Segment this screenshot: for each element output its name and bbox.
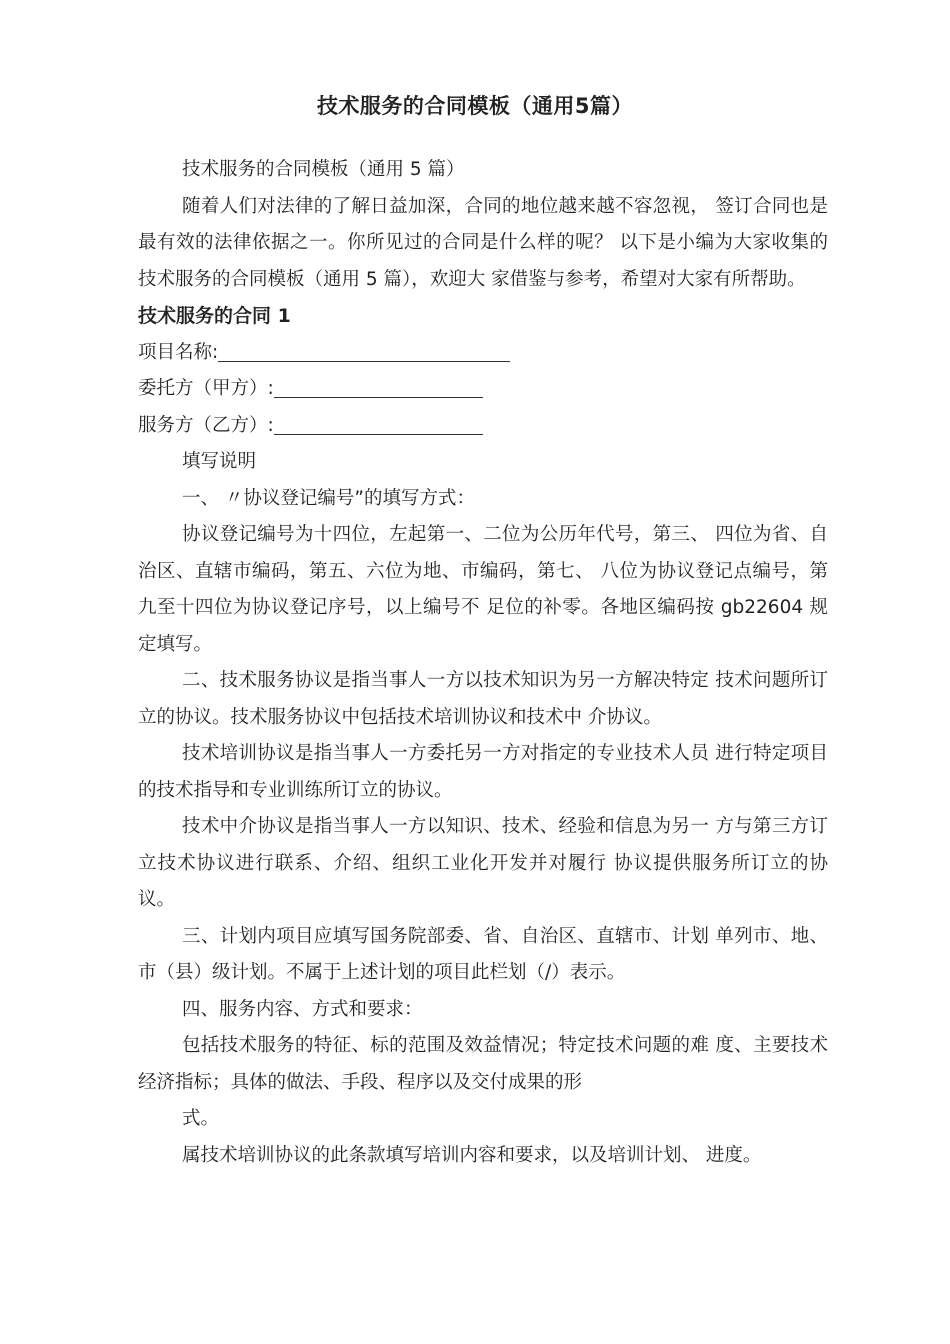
item1-paragraph: 协议登记编号为十四位，左起第一、二位为公历年代号，第三、 四位为省、自治区、直辖市编码，第五、六位为地、市编码，第七、 八位为协议登记点编号，第九至十四位为协议登记序号，以上编号不 足位的补零。各地区编码按 gb22604 规定填写。 [138, 524, 828, 655]
item4-paragraph [138, 1028, 828, 1138]
item4-paragraph-part1: 包括技术服务的特征、标的范围及效益情况；特定技术问题的难 度、主要技术经济指标；具体的做法、手段、程序以及交付成果的形 [138, 1035, 828, 1093]
client-field [138, 371, 828, 408]
item2-paragraph: 二、技术服务协议是指当事人一方以技术知识为另一方解决特定 技术问题所订立的协议。技术服务协议中包括技术培训协议和技术中 介协议。 [138, 670, 828, 728]
project-name-field [138, 335, 828, 372]
document-title: 技术服务的合同模板（通用5篇） [316, 94, 634, 118]
section-heading: 技术服务的合同 1 [138, 305, 291, 327]
intro-paragraph: 随着人们对法律的了解日益加深，合同的地位越来越不容忽视， 签订合同也是最有效的法律依据之一。你所见过的合同是什么样的呢？ 以下是小编为大家收集的技术服务的合同模板（通用 5 篇），欢迎大 家借鉴与参考，希望对大家有所帮助。 [138, 195, 828, 290]
project-name-blank [218, 339, 510, 362]
item4-heading: 四、服务内容、方式和要求： [182, 998, 423, 1020]
intermediary-paragraph: 技术中介协议是指当事人一方以知识、技术、经验和信息为另一 方与第三方订立技术协议进行联系、介绍、组织工业化开发并对履行 协议提供服务所订立的协议。 [138, 816, 828, 910]
item4-training-paragraph: 属技术培训协议的此条款填写培训内容和要求，以及培训计划、 进度。 [182, 1144, 762, 1166]
document-subtitle: 技术服务的合同模板（通用 5 篇） [182, 159, 465, 180]
provider-blank [274, 412, 483, 435]
client-label: 委托方（甲方）: [138, 378, 274, 399]
item4-paragraph-part2: 式。 [182, 1108, 220, 1129]
document-body [138, 152, 828, 1174]
training-paragraph: 技术培训协议是指当事人一方委托另一方对指定的专业技术人员 进行特定项目的技术指导和专业训练所订立的协议。 [138, 743, 828, 801]
item3-paragraph: 三、计划内项目应填写国务院部委、省、自治区、直辖市、计划 单列市、地、市（县）级计划。不属于上述计划的项目此栏划（/）表示。 [138, 925, 828, 983]
provider-label: 服务方（乙方）: [138, 414, 274, 436]
provider-field [138, 408, 828, 445]
instructions-heading: 填写说明 [182, 451, 257, 472]
client-blank [274, 375, 483, 398]
item1-heading: 一、 〃协议登记编号”的填写方式： [182, 487, 475, 509]
project-name-label: 项目名称: [138, 341, 219, 363]
